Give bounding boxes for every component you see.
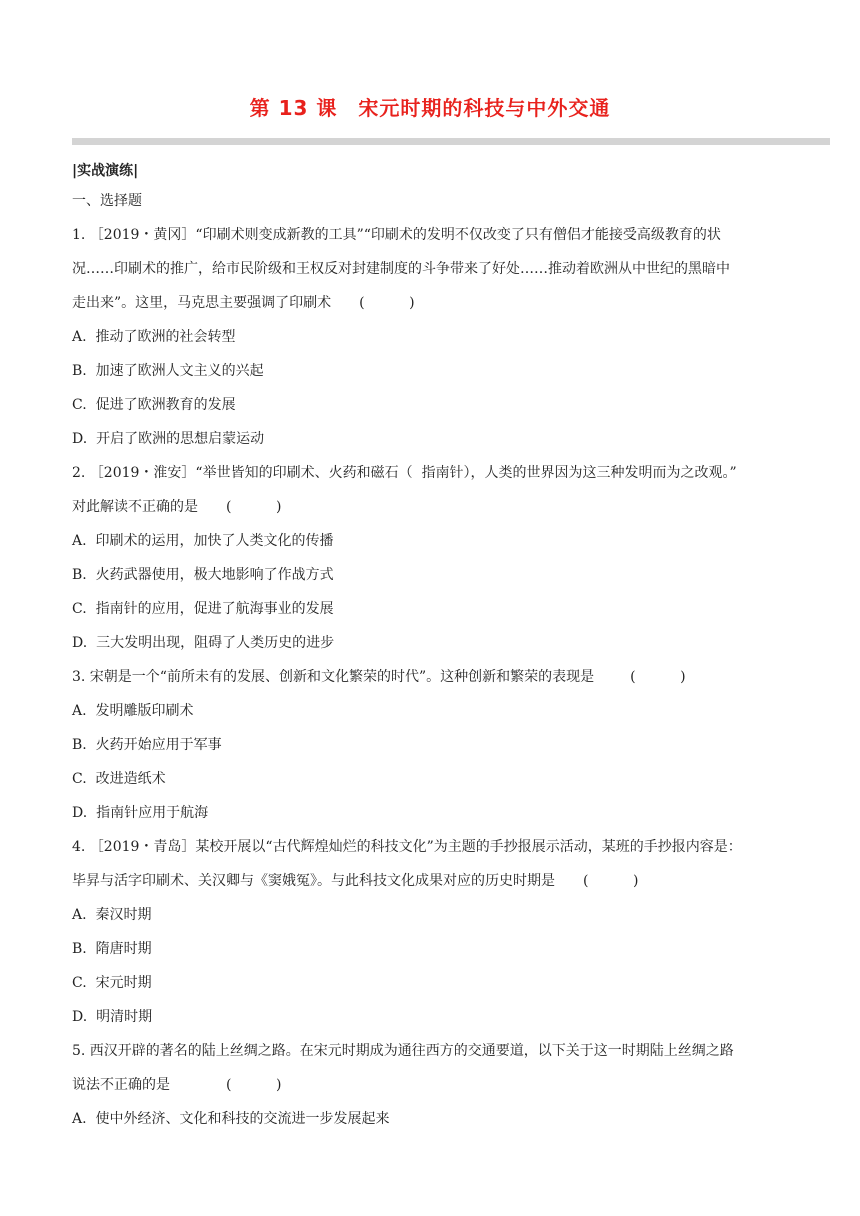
option-a: A. 推动了欧洲的社会转型 bbox=[72, 329, 236, 345]
answer-bracket: ( ) bbox=[359, 295, 415, 311]
question-text-line: 1. ［2019・黄冈］“印刷术则变成新教的工具”“印刷术的发明不仅改变了只有僧侣才能接受高级教育的状 bbox=[72, 227, 721, 243]
option-d: D. 指南针应用于航海 bbox=[72, 805, 209, 821]
question-stem-end bbox=[72, 293, 415, 313]
question-stem-end bbox=[72, 497, 281, 517]
question-stem-end bbox=[72, 667, 686, 687]
question-text-line: 毕昇与活字印刷术、关汉卿与《窦娥冤》。与此科技文化成果对应的历史时期是 bbox=[72, 873, 555, 889]
question-text-line: 2. ［2019・淮安］“举世皆知的印刷术、火药和磁石（ 指南针），人类的世界因为这三种发明而为之改观。” bbox=[72, 465, 737, 481]
question-text-line: 况……印刷术的推广，给市民阶级和王权反对封建制度的斗争带来了好处……推动着欧洲从中世纪的黑暗中 bbox=[72, 261, 730, 277]
option-d: D. 三大发明出现，阻碍了人类历史的进步 bbox=[72, 635, 335, 651]
answer-bracket: ( ) bbox=[226, 1077, 282, 1093]
question-text-line: 5. 西汉开辟的著名的陆上丝绸之路。在宋元时期成为通往西方的交通要道，以下关于这一时期陆上丝绸之路 bbox=[72, 1043, 734, 1059]
option-a: A. 发明雕版印刷术 bbox=[72, 703, 194, 719]
option-c: C. 指南针的应用，促进了航海事业的发展 bbox=[72, 601, 334, 617]
answer-bracket: ( ) bbox=[583, 873, 639, 889]
option-c: C. 改进造纸术 bbox=[72, 771, 166, 787]
question-stem-end bbox=[72, 1075, 281, 1095]
section-label: |实战演练| bbox=[72, 163, 139, 179]
option-a: A. 秦汉时期 bbox=[72, 907, 152, 923]
option-c: C. 促进了欧洲教育的发展 bbox=[72, 397, 236, 413]
option-b: B. 火药武器使用，极大地影响了作战方式 bbox=[72, 567, 334, 583]
option-d: D. 明清时期 bbox=[72, 1009, 153, 1025]
question-text-line: 3. 宋朝是一个“前所未有的发展、创新和文化繁荣的时代”。这种创新和繁荣的表现是 bbox=[72, 669, 595, 685]
option-a: A. 使中外经济、文化和科技的交流进一步发展起来 bbox=[72, 1111, 390, 1127]
part-heading: 一、选择题 bbox=[72, 193, 142, 209]
option-b: B. 火药开始应用于军事 bbox=[72, 737, 222, 753]
question-text-line: 4. ［2019・青岛］某校开展以“古代辉煌灿烂的科技文化”为主题的手抄报展示活动，某班的手抄报内容是： bbox=[72, 839, 742, 855]
answer-bracket: ( ) bbox=[630, 669, 686, 685]
option-d: D. 开启了欧洲的思想启蒙运动 bbox=[72, 431, 265, 447]
option-c: C. 宋元时期 bbox=[72, 975, 152, 991]
question-text-line: 走出来”。这里，马克思主要强调了印刷术 bbox=[72, 295, 332, 311]
option-a: A. 印刷术的运用，加快了人类文化的传播 bbox=[72, 533, 334, 549]
answer-bracket: ( ) bbox=[226, 499, 282, 515]
page-title: 第 13 课 宋元时期的科技与中外交通 bbox=[249, 96, 611, 120]
question-text-line: 对此解读不正确的是 bbox=[72, 499, 198, 515]
option-b: B. 隋唐时期 bbox=[72, 941, 152, 957]
question-text-line: 说法不正确的是 bbox=[72, 1077, 170, 1093]
title-divider bbox=[72, 138, 830, 145]
question-stem-end bbox=[72, 871, 638, 891]
option-b: B. 加速了欧洲人文主义的兴起 bbox=[72, 363, 264, 379]
